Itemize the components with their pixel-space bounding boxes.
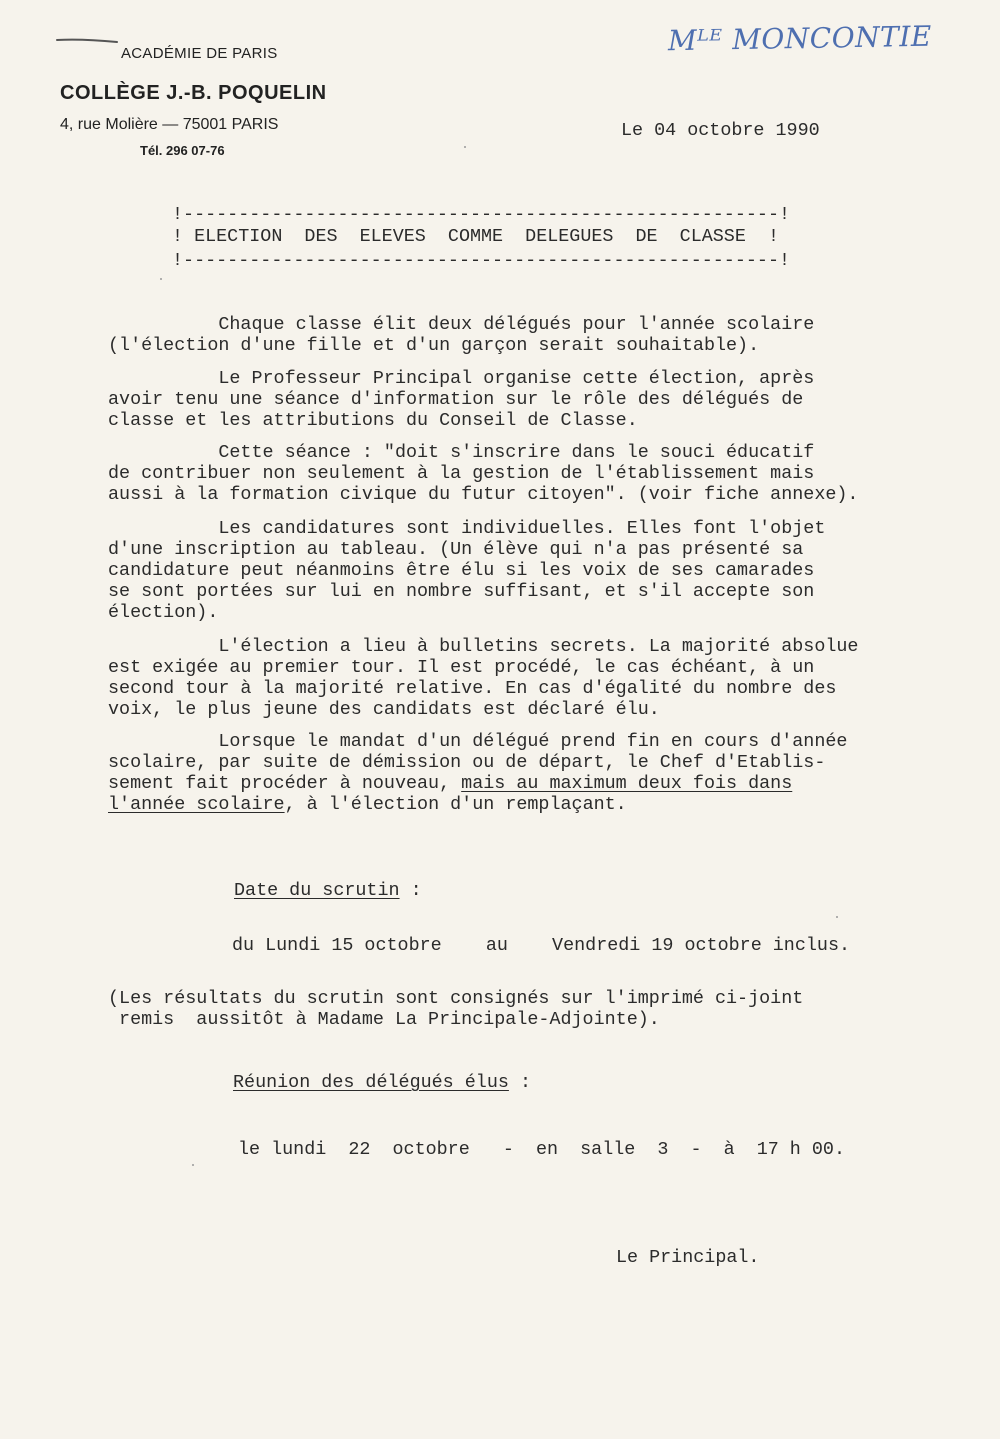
handwritten-note: Mᴸᴱ MONCONTIE — [667, 19, 933, 58]
reunion-heading-colon: : — [508, 1072, 531, 1093]
letter-date: Le 04 octobre 1990 — [621, 120, 820, 141]
paragraph-6-line-4: , à l'élection d'un remplaçant. — [284, 794, 627, 815]
signature-line: Le Principal. — [616, 1247, 760, 1268]
letterhead-academie: ACADÉMIE DE PARIS — [121, 45, 278, 62]
title-box-top: !------------------------------------------------------! — [172, 204, 791, 225]
reunion-details: le lundi 22 octobre - en salle 3 - à 17 h 00. — [238, 1139, 845, 1160]
title-box-bottom: !------------------------------------------------------! — [172, 250, 791, 271]
scrutin-results-note: (Les résultats du scrutin sont consignés sur l'imprimé ci-joint remis aussitôt à Madame La Principale-Adjointe). — [108, 988, 804, 1030]
paragraph-6 — [108, 731, 978, 815]
paragraph-4: Les candidatures sont individuelles. Elles font l'objet d'une inscription au tableau. (Un élève qui n'a pas présenté sa candidature peut néanmoins être élu si les voix de ses camarades se sont portées sur lui en nombre suffisant, et s'il accepte son élection). — [108, 518, 826, 623]
scrutin-heading-colon: : — [399, 880, 422, 901]
underlined-school-year: l'année scolaire — [108, 794, 285, 815]
reunion-heading-text: Réunion des délégués élus — [233, 1072, 509, 1093]
paragraph-2: Le Professeur Principal organise cette élection, après avoir tenu une séance d'information sur le rôle des délégués de classe et les attributions du Conseil de Classe. — [108, 368, 815, 431]
paragraph-3: Cette séance : "doit s'inscrire dans le souci éducatif de contribuer non seulement à la gestion de l'établissement mais aussi à la formation civique du futur citoyen". (voir fiche annexe). — [108, 442, 859, 505]
paragraph-6-line-1: Lorsque le mandat d'un délégué prend fin en cours d'année — [108, 731, 848, 752]
paragraph-1: Chaque classe élit deux délégués pour l'année scolaire (l'élection d'une fille et d'un garçon serait souhaitable). — [108, 314, 815, 356]
letterhead-tel: Tél. 296 07-76 — [140, 143, 225, 158]
scrutin-heading — [234, 880, 422, 901]
title-box-heading: ! ELECTION DES ELEVES COMME DELEGUES DE CLASSE ! — [172, 226, 779, 247]
underlined-limit-text: mais au maximum deux fois dans — [461, 773, 793, 794]
paper-speck — [160, 278, 162, 280]
paper-speck — [192, 1164, 194, 1166]
paragraph-6-line-2: scolaire, par suite de démission ou de départ, le Chef d'Etablis- — [108, 752, 826, 773]
paragraph-6-line-3: sement fait procéder à nouveau, — [108, 773, 462, 794]
pen-stroke-mark — [56, 37, 118, 43]
paper-speck — [836, 916, 838, 918]
letterhead-college: COLLÈGE J.-B. POQUELIN — [60, 82, 327, 104]
reunion-heading — [233, 1072, 531, 1093]
paper-speck — [464, 146, 466, 148]
letterhead-address: 4, rue Molière — 75001 PARIS — [60, 116, 279, 133]
scrutin-dates: du Lundi 15 octobre au Vendredi 19 octobre inclus. — [232, 935, 851, 956]
paragraph-5: L'élection a lieu à bulletins secrets. La majorité absolue est exigée au premier tour. Il est procédé, le cas échéant, à un second tour à la majorité relative. En cas d'égalité du nombre des voix, le plus jeune des candidats est déclaré élu. — [108, 636, 859, 720]
scrutin-heading-text: Date du scrutin — [234, 880, 400, 901]
